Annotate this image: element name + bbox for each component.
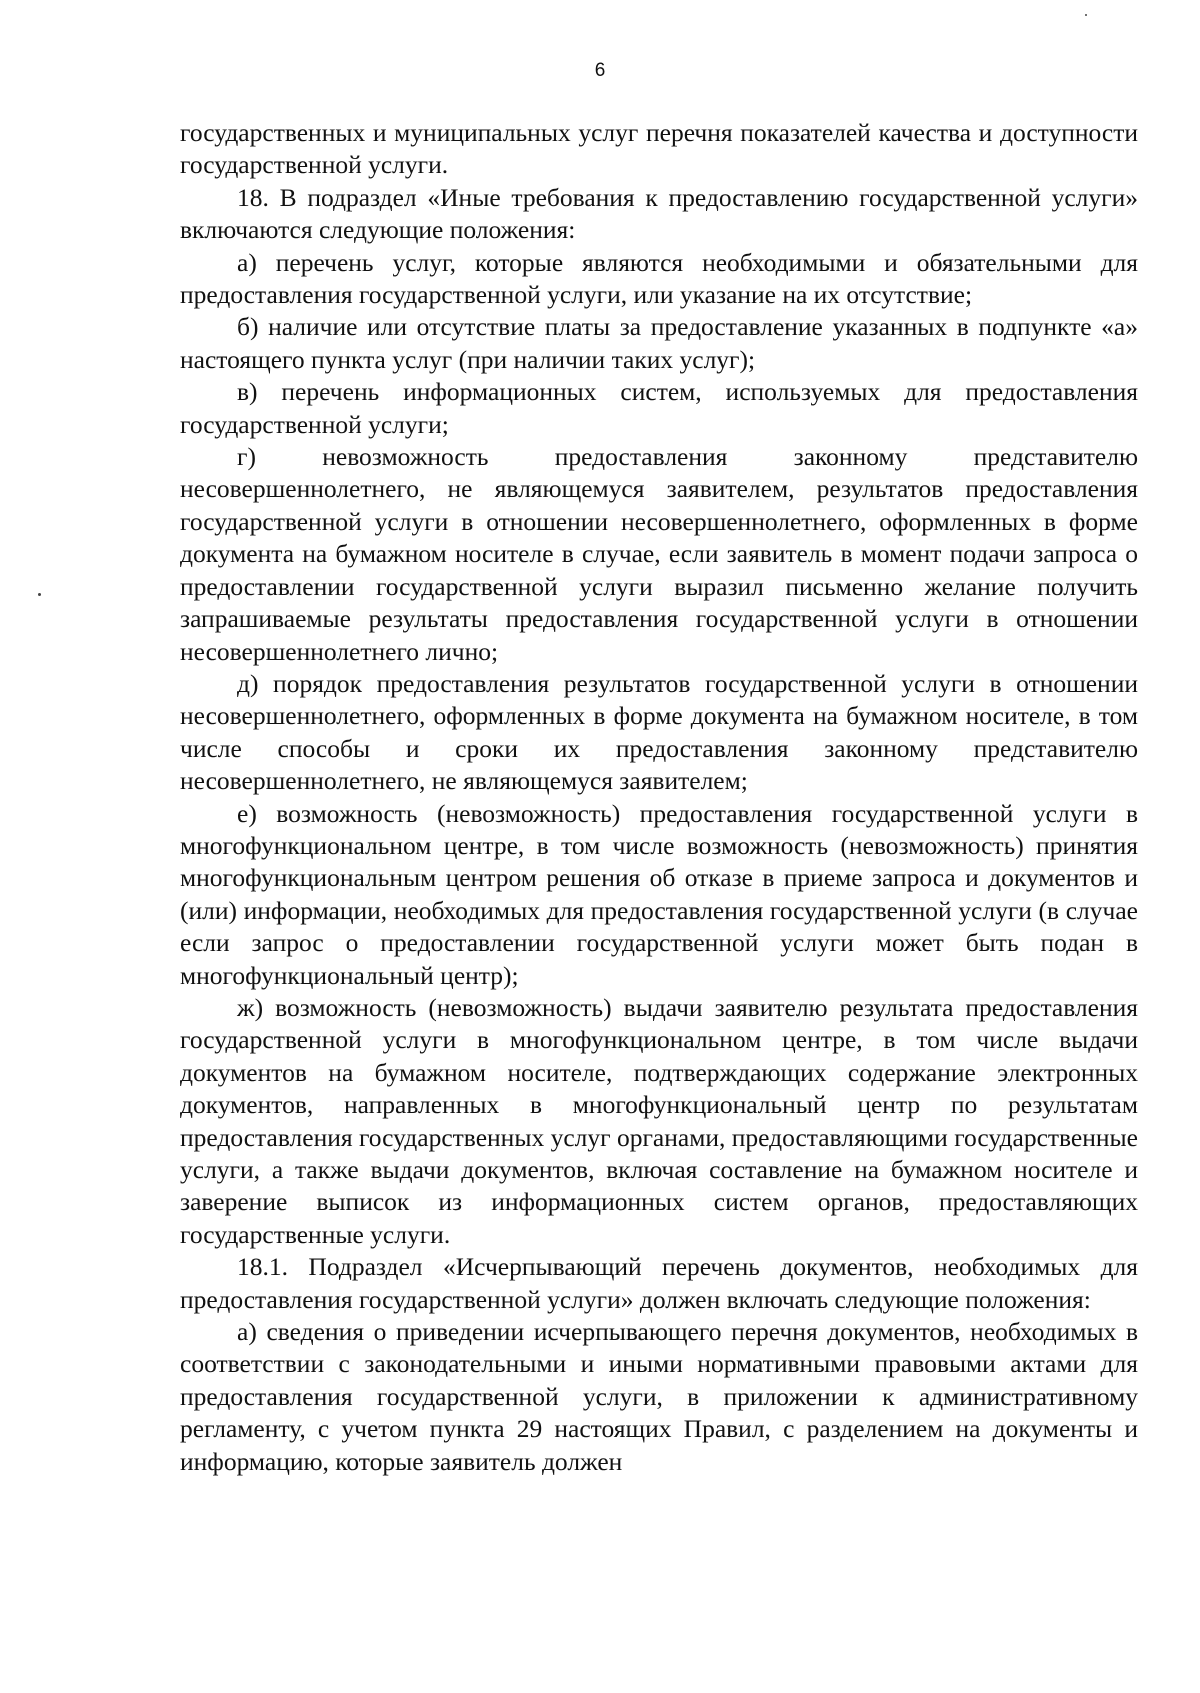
paragraph-18-g: г) невозможность предоставления законному представителю несовершеннолетнего, не являющемуся заявителем, результатов предоставления государственной услуги в отношении несовершеннолетнего, оформленных в форме документа на бумажном носителе в случае, если заявитель в момент подачи запроса о предоставлении государственной услуги выразил письменно желание получить запрашиваемые результаты предоставления государственной услуги в отношении несовершеннолетнего лично; bbox=[180, 442, 1138, 666]
paragraph-continuation: государственных и муниципальных услуг перечня показателей качества и доступности государственной услуги. bbox=[180, 118, 1138, 180]
document-body bbox=[180, 117, 1138, 1478]
scan-speck bbox=[1085, 14, 1087, 16]
paragraph-18-e: е) возможность (невозможность) предоставления государственной услуги в многофункциональном центре, в том числе возможность (невозможность) принятия многофункциональным центром решения об отказе в приеме запроса и документов и (или) информации, необходимых для предоставления государственной услуги (в случае если запрос о предоставлении государственной услуги может быть подан в многофункциональный центр); bbox=[180, 798, 1138, 990]
paragraph-18-1-a: а) сведения о приведении исчерпывающего перечня документов, необходимых в соответствии с законодательными и иными нормативными правовыми актами для предоставления государственной услуги, в приложении к административному регламенту, с учетом пункта 29 настоящих Правил, с разделением на документы и информацию, которые заявитель должен bbox=[180, 1317, 1138, 1476]
page-number: 6 bbox=[594, 60, 606, 81]
paragraph-item-18: 18. В подраздел «Иные требования к предоставлению государственной услуги» включаются следующие положения: bbox=[180, 182, 1138, 245]
paragraph-18-v: в) перечень информационных систем, используемых для предоставления государственной услуги; bbox=[180, 377, 1138, 439]
paragraph-18-d: д) порядок предоставления результатов государственной услуги в отношении несовершеннолетнего, оформленных в форме документа на бумажном носителе, в том числе способы и сроки их предоставления законному представителю несовершеннолетнего, не являющемуся заявителем; bbox=[180, 668, 1138, 796]
paragraph-item-18-1: 18.1. Подраздел «Исчерпывающий перечень документов, необходимых для предоставления государственной услуги» должен включать следующие положения: bbox=[180, 1252, 1138, 1314]
paragraph-18-zh: ж) возможность (невозможность) выдачи заявителю результата предоставления государственной услуги в многофункциональном центре, в том числе выдачи документов на бумажном носителе, подтверждающих содержание электронных документов, направленных в многофункциональный центр по результатам предоставления государственных услуг органами, предоставляющими государственные услуги, а также выдачи документов, включая составление на бумажном носителе и заверение выписок из информационных систем органов, предоставляющих государственные услуги. bbox=[180, 992, 1138, 1249]
paragraph-18-a: а) перечень услуг, которые являются необходимыми и обязательными для предоставления государственной услуги, или указание на их отсутствие; bbox=[180, 247, 1138, 310]
scan-speck bbox=[38, 593, 41, 596]
paragraph-18-b: б) наличие или отсутствие платы за предоставление указанных в подпункте «а» настоящего пункта услуг (при наличии таких услуг); bbox=[180, 312, 1138, 374]
